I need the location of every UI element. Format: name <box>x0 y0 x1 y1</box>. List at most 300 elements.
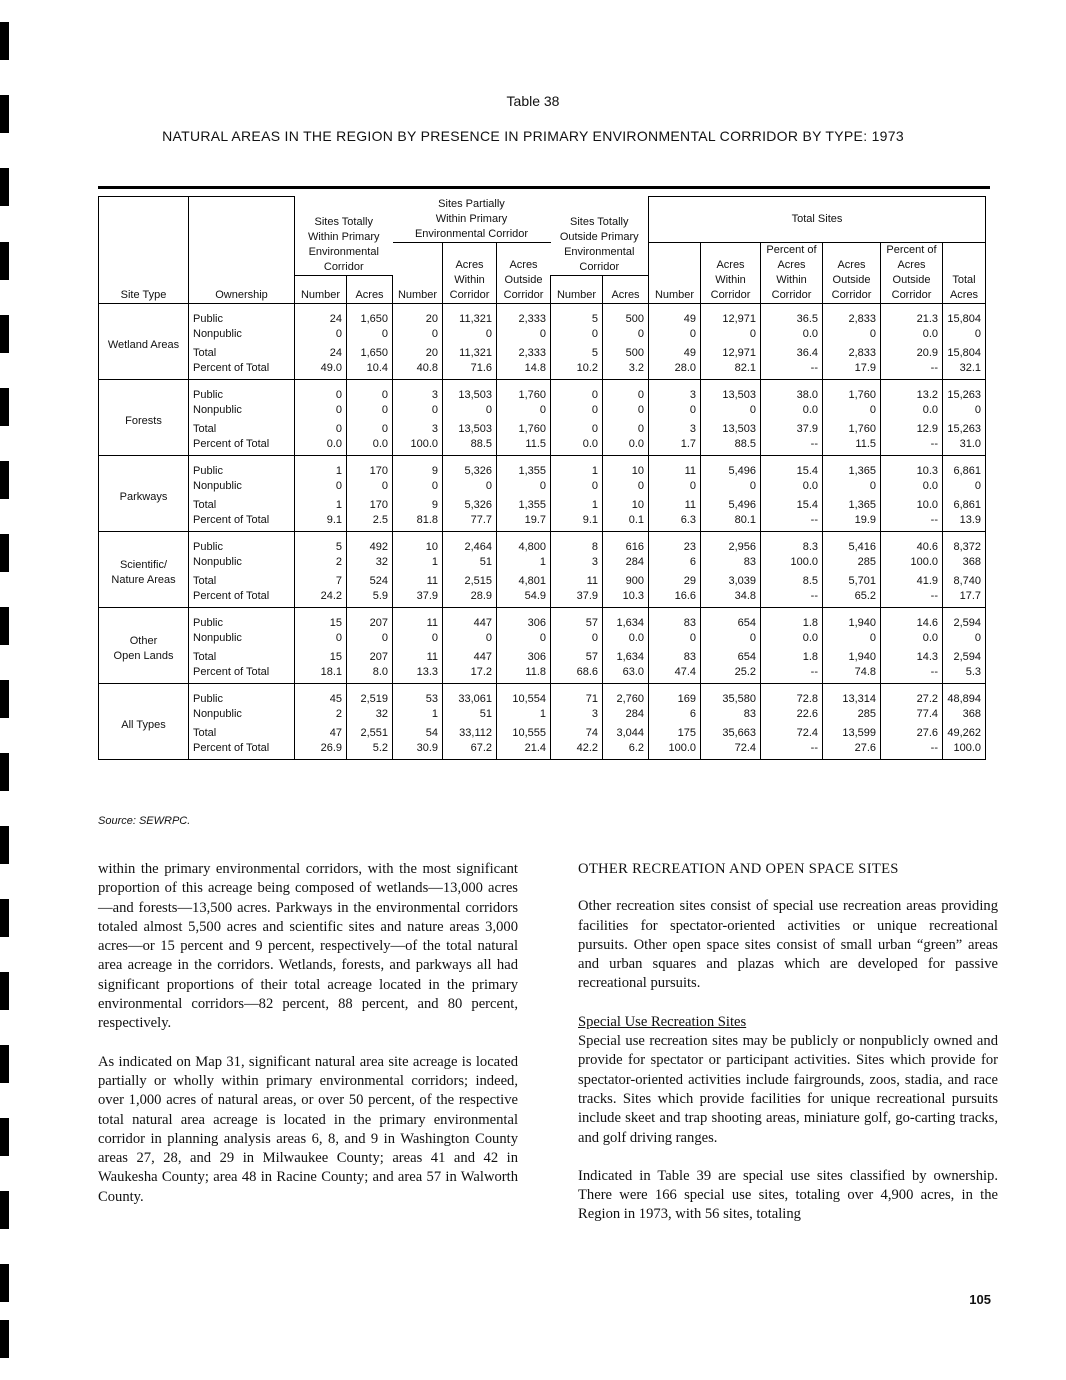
value-cell: 0 <box>943 479 986 494</box>
value-cell: 17.9 <box>823 361 881 380</box>
value-cell: 11 <box>393 607 443 631</box>
value-cell: 2,333 <box>497 342 551 361</box>
value-cell: 170 <box>347 455 393 479</box>
value-cell: 6 <box>649 555 701 570</box>
value-cell: 17.7 <box>943 589 986 608</box>
value-cell: 3,039 <box>701 570 761 589</box>
table-heading: NATURAL AREAS IN THE REGION BY PRESENCE IN PRIMARY ENVIRONMENTAL CORRIDOR BY TYPE: 1973 <box>162 128 904 144</box>
value-cell: 284 <box>603 707 649 722</box>
value-cell: 0 <box>295 631 347 646</box>
value-cell: 1,365 <box>823 494 881 513</box>
value-cell: 2,333 <box>497 303 551 327</box>
value-cell: 169 <box>649 683 701 707</box>
table-row <box>99 570 986 589</box>
value-cell: 1.8 <box>761 646 823 665</box>
value-cell: 1 <box>497 707 551 722</box>
value-cell: 524 <box>347 570 393 589</box>
value-cell: -- <box>761 665 823 684</box>
value-cell: 5 <box>551 303 603 327</box>
value-cell: 3 <box>551 707 603 722</box>
value-cell: 53 <box>393 683 443 707</box>
value-cell: 5 <box>295 531 347 555</box>
value-cell: 1,634 <box>603 646 649 665</box>
site-type-cell: Scientific/ Nature Areas <box>99 531 189 607</box>
value-cell: 49 <box>649 342 701 361</box>
value-cell: -- <box>761 361 823 380</box>
value-cell: 0 <box>443 479 497 494</box>
value-cell: 12,971 <box>701 342 761 361</box>
value-cell: 0 <box>649 479 701 494</box>
value-cell: 49.0 <box>295 361 347 380</box>
value-cell: 4,801 <box>497 570 551 589</box>
table-row <box>99 513 986 532</box>
value-cell: 0 <box>551 327 603 342</box>
value-cell: 285 <box>823 555 881 570</box>
value-cell: 72.4 <box>761 722 823 741</box>
edge-mark <box>0 753 9 791</box>
site-type-cell: All Types <box>99 683 189 759</box>
value-cell: 31.0 <box>943 437 986 456</box>
edge-mark <box>0 1118 9 1156</box>
value-cell: 0.0 <box>881 327 943 342</box>
value-cell: 306 <box>497 646 551 665</box>
value-cell: 10,554 <box>497 683 551 707</box>
subsection-heading: Special Use Recreation Sites <box>578 1013 747 1030</box>
ownership-cell: Total <box>189 342 295 361</box>
value-cell: 24 <box>295 342 347 361</box>
value-cell: 447 <box>443 607 497 631</box>
value-cell: 0 <box>443 631 497 646</box>
table-row <box>99 342 986 361</box>
value-cell: 2,956 <box>701 531 761 555</box>
value-cell: 5.2 <box>347 741 393 760</box>
value-cell: 47 <box>295 722 347 741</box>
edge-mark <box>0 1045 9 1083</box>
value-cell: 15.4 <box>761 494 823 513</box>
value-cell: 0 <box>943 327 986 342</box>
value-cell: 11 <box>649 455 701 479</box>
value-cell: 5.3 <box>943 665 986 684</box>
table-top-rule <box>98 186 990 189</box>
value-cell: 1 <box>295 494 347 513</box>
table-row <box>99 683 986 707</box>
value-cell: 0 <box>551 631 603 646</box>
value-cell: 71 <box>551 683 603 707</box>
value-cell: 1,634 <box>603 607 649 631</box>
value-cell: 0 <box>823 327 881 342</box>
value-cell: 0 <box>603 379 649 403</box>
value-cell: 0.0 <box>761 479 823 494</box>
value-cell: 1 <box>551 494 603 513</box>
value-cell: 0 <box>347 379 393 403</box>
value-cell: 100.0 <box>393 437 443 456</box>
value-cell: 2,464 <box>443 531 497 555</box>
ownership-cell: Public <box>189 455 295 479</box>
value-cell: 0 <box>649 327 701 342</box>
table-row <box>99 418 986 437</box>
value-cell: 3 <box>551 555 603 570</box>
value-cell: 15,263 <box>943 418 986 437</box>
value-cell: 0 <box>943 403 986 418</box>
value-cell: 0 <box>393 631 443 646</box>
value-cell: 11.8 <box>497 665 551 684</box>
value-cell: 36.5 <box>761 303 823 327</box>
value-cell: 0 <box>701 479 761 494</box>
value-cell: 11,321 <box>443 303 497 327</box>
table-row <box>99 303 986 327</box>
value-cell: 3 <box>393 418 443 437</box>
value-cell: 1,760 <box>497 379 551 403</box>
value-cell: 36.4 <box>761 342 823 361</box>
body-paragraph: Indicated in Table 39 are special use sites classified by ownership. There were 166 special use sites, totaling over 4,900 acres, in the Region in 1973, with 56 sites, totaling <box>578 1167 998 1223</box>
value-cell: 285 <box>823 707 881 722</box>
value-cell: 32 <box>347 555 393 570</box>
value-cell: 8.0 <box>347 665 393 684</box>
value-cell: 0 <box>603 479 649 494</box>
value-cell: 63.0 <box>603 665 649 684</box>
value-cell: 8,372 <box>943 531 986 555</box>
value-cell: 4,800 <box>497 531 551 555</box>
section-heading: OTHER RECREATION AND OPEN SPACE SITES <box>578 861 899 877</box>
ownership-cell: Total <box>189 722 295 741</box>
value-cell: 1 <box>295 455 347 479</box>
value-cell: 0.0 <box>881 631 943 646</box>
edge-mark <box>0 826 9 864</box>
edge-mark <box>0 680 9 718</box>
value-cell: 100.0 <box>881 555 943 570</box>
value-cell: 207 <box>347 646 393 665</box>
value-cell: 654 <box>701 607 761 631</box>
ownership-cell: Nonpublic <box>189 707 295 722</box>
value-cell: 1 <box>393 555 443 570</box>
ownership-cell: Nonpublic <box>189 555 295 570</box>
table-row <box>99 327 986 342</box>
value-cell: 654 <box>701 646 761 665</box>
natural-areas-table <box>98 196 986 760</box>
value-cell: 81.8 <box>393 513 443 532</box>
value-cell: 15 <box>295 607 347 631</box>
header-site-type: Site Type <box>99 197 189 304</box>
value-cell: 14.3 <box>881 646 943 665</box>
value-cell: 0 <box>551 379 603 403</box>
value-cell: 100.0 <box>761 555 823 570</box>
value-cell: 0 <box>443 403 497 418</box>
value-cell: 5,496 <box>701 494 761 513</box>
value-cell: 2,515 <box>443 570 497 589</box>
site-type-cell: Forests <box>99 379 189 455</box>
value-cell: 1.8 <box>761 607 823 631</box>
value-cell: 0 <box>603 418 649 437</box>
edge-mark <box>0 388 9 426</box>
value-cell: 13.2 <box>881 379 943 403</box>
value-cell: 27.2 <box>881 683 943 707</box>
edge-mark <box>0 1320 9 1358</box>
right-column <box>578 860 998 1244</box>
value-cell: 1,650 <box>347 342 393 361</box>
table-row <box>99 665 986 684</box>
value-cell: 1,365 <box>823 455 881 479</box>
value-cell: 1,650 <box>347 303 393 327</box>
value-cell: 0 <box>823 631 881 646</box>
value-cell: 48,894 <box>943 683 986 707</box>
value-cell: 5 <box>551 342 603 361</box>
header-partial-number: Number <box>393 242 443 303</box>
value-cell: 83 <box>649 607 701 631</box>
value-cell: 5,326 <box>443 494 497 513</box>
value-cell: 72.8 <box>761 683 823 707</box>
value-cell: 7 <box>295 570 347 589</box>
value-cell: 1,355 <box>497 455 551 479</box>
value-cell: 74 <box>551 722 603 741</box>
value-cell: 22.6 <box>761 707 823 722</box>
value-cell: 0 <box>347 327 393 342</box>
value-cell: 6,861 <box>943 494 986 513</box>
header-total-acres-within: Acres Within Corridor <box>701 242 761 303</box>
value-cell: 368 <box>943 707 986 722</box>
value-cell: 30.9 <box>393 741 443 760</box>
table-row <box>99 531 986 555</box>
value-cell: -- <box>881 361 943 380</box>
ownership-cell: Percent of Total <box>189 361 295 380</box>
value-cell: 12.9 <box>881 418 943 437</box>
value-cell: 0.0 <box>347 437 393 456</box>
value-cell: 5,496 <box>701 455 761 479</box>
value-cell: 0 <box>551 479 603 494</box>
value-cell: 28.0 <box>649 361 701 380</box>
table-row <box>99 631 986 646</box>
value-cell: 2,519 <box>347 683 393 707</box>
value-cell: 20 <box>393 342 443 361</box>
value-cell: 9 <box>393 455 443 479</box>
value-cell: 6.2 <box>603 741 649 760</box>
table-row <box>99 455 986 479</box>
value-cell: 24.2 <box>295 589 347 608</box>
value-cell: 15,804 <box>943 342 986 361</box>
value-cell: 0 <box>347 418 393 437</box>
value-cell: 175 <box>649 722 701 741</box>
table-row <box>99 361 986 380</box>
ownership-cell: Percent of Total <box>189 665 295 684</box>
table-body <box>99 303 986 759</box>
table-title: Table 38 <box>506 93 560 109</box>
table-row <box>99 741 986 760</box>
header-partial-acres-within: Acres Within Corridor <box>443 242 497 303</box>
value-cell: 83 <box>649 646 701 665</box>
value-cell: 11.5 <box>823 437 881 456</box>
value-cell: 11 <box>649 494 701 513</box>
value-cell: 0.0 <box>603 631 649 646</box>
ownership-cell: Percent of Total <box>189 513 295 532</box>
value-cell: 37.9 <box>551 589 603 608</box>
value-cell: 1 <box>393 707 443 722</box>
value-cell: 74.8 <box>823 665 881 684</box>
table-row <box>99 707 986 722</box>
value-cell: 10 <box>603 455 649 479</box>
body-paragraph: As indicated on Map 31, significant natural area site acreage is located partially or wholly within primary environmental corridors; indeed, over 1,000 acres of natural areas, or over 50 percent, of the respective total natural area acreage is located in the primary environmental corridor in planning analysis areas 6, 8, and 9 in Washington County areas 27, 28, and 29 in Milwaukee County; areas 41 and 42 in Waukesha County; area 48 in Racine County; and area 57 in Walworth County. <box>98 1053 518 1205</box>
header-within-number: Number <box>295 276 347 303</box>
table-row <box>99 555 986 570</box>
value-cell: 0 <box>295 327 347 342</box>
value-cell: 5,416 <box>823 531 881 555</box>
value-cell: 0 <box>649 631 701 646</box>
header-percent-acres-within: Percent of Acres Within Corridor <box>761 242 823 303</box>
value-cell: 51 <box>443 707 497 722</box>
value-cell: 3,044 <box>603 722 649 741</box>
value-cell: 13,599 <box>823 722 881 741</box>
value-cell: 13,503 <box>701 379 761 403</box>
header-partial-acres-outside: Acres Outside Corridor <box>497 242 551 303</box>
edge-mark <box>0 461 9 499</box>
table-row <box>99 479 986 494</box>
value-cell: 9.1 <box>295 513 347 532</box>
header-total-sites: Total Sites <box>649 197 986 243</box>
value-cell: 0 <box>551 403 603 418</box>
value-cell: 11,321 <box>443 342 497 361</box>
value-cell: 47.4 <box>649 665 701 684</box>
value-cell: 13.3 <box>393 665 443 684</box>
value-cell: 0.0 <box>761 631 823 646</box>
value-cell: 82.1 <box>701 361 761 380</box>
ownership-cell: Nonpublic <box>189 479 295 494</box>
ownership-cell: Public <box>189 683 295 707</box>
header-outside-number: Number <box>551 276 603 303</box>
ownership-cell: Percent of Total <box>189 741 295 760</box>
value-cell: 1,355 <box>497 494 551 513</box>
header-total-acres-outside: Acres Outside Corridor <box>823 242 881 303</box>
ownership-cell: Percent of Total <box>189 589 295 608</box>
value-cell: 40.6 <box>881 531 943 555</box>
edge-mark <box>0 899 9 937</box>
header-total-number: Number <box>649 242 701 303</box>
edge-mark <box>0 168 9 206</box>
value-cell: 284 <box>603 555 649 570</box>
edge-mark <box>0 22 9 60</box>
value-cell: 49 <box>649 303 701 327</box>
value-cell: 15.4 <box>761 455 823 479</box>
edge-mark <box>0 315 9 353</box>
left-column <box>98 860 518 1226</box>
value-cell: 83 <box>701 707 761 722</box>
value-cell: 2,594 <box>943 646 986 665</box>
value-cell: 29 <box>649 570 701 589</box>
value-cell: 3.2 <box>603 361 649 380</box>
value-cell: -- <box>761 589 823 608</box>
value-cell: 68.6 <box>551 665 603 684</box>
value-cell: 6 <box>649 707 701 722</box>
table-row <box>99 722 986 741</box>
value-cell: 51 <box>443 555 497 570</box>
value-cell: 25.2 <box>701 665 761 684</box>
edge-mark <box>0 1191 9 1229</box>
value-cell: 54 <box>393 722 443 741</box>
value-cell: 2 <box>295 707 347 722</box>
value-cell: -- <box>881 437 943 456</box>
value-cell: 0.0 <box>761 403 823 418</box>
value-cell: 18.1 <box>295 665 347 684</box>
value-cell: 0 <box>649 403 701 418</box>
value-cell: 16.6 <box>649 589 701 608</box>
value-cell: 10 <box>603 494 649 513</box>
value-cell: 14.6 <box>881 607 943 631</box>
ownership-cell: Public <box>189 379 295 403</box>
value-cell: 1 <box>497 555 551 570</box>
value-cell: 0 <box>497 403 551 418</box>
value-cell: 8 <box>551 531 603 555</box>
value-cell: 45 <box>295 683 347 707</box>
value-cell: 10.2 <box>551 361 603 380</box>
header-outside-acres: Acres <box>603 276 649 303</box>
value-cell: 616 <box>603 531 649 555</box>
value-cell: -- <box>881 513 943 532</box>
edge-mark <box>0 972 9 1010</box>
value-cell: 13,503 <box>443 379 497 403</box>
ownership-cell: Public <box>189 531 295 555</box>
value-cell: 3 <box>649 379 701 403</box>
value-cell: 100.0 <box>943 741 986 760</box>
value-cell: 0.1 <box>603 513 649 532</box>
value-cell: 19.9 <box>823 513 881 532</box>
value-cell: 10.0 <box>881 494 943 513</box>
edge-mark <box>0 534 9 572</box>
value-cell: 0.0 <box>551 437 603 456</box>
value-cell: 0 <box>551 418 603 437</box>
ownership-cell: Percent of Total <box>189 437 295 456</box>
table-row <box>99 437 986 456</box>
ownership-cell: Total <box>189 570 295 589</box>
body-paragraph: Special use recreation sites may be publicly or nonpublicly owned and provide for spectator or participant activities. Sites which provide for spectator-oriented activities include fairgrounds, zoos, stadia, and race tracks. Sites which provide facilities for unique recreational pursuits include skeet and trap shooting areas, miniature golf, go-carting tracks, and golf driving ranges. <box>578 1033 998 1146</box>
value-cell: 0.0 <box>603 437 649 456</box>
value-cell: -- <box>761 741 823 760</box>
value-cell: -- <box>761 437 823 456</box>
value-cell: 100.0 <box>649 741 701 760</box>
value-cell: 83 <box>701 555 761 570</box>
value-cell: 2 <box>295 555 347 570</box>
value-cell: 0 <box>443 327 497 342</box>
value-cell: 0 <box>497 327 551 342</box>
value-cell: 8.5 <box>761 570 823 589</box>
value-cell: 368 <box>943 555 986 570</box>
value-cell: 0 <box>295 418 347 437</box>
value-cell: 20 <box>393 303 443 327</box>
value-cell: 1,940 <box>823 646 881 665</box>
source-note: Source: SEWRPC. <box>98 815 191 827</box>
value-cell: 57 <box>551 646 603 665</box>
value-cell: 0 <box>295 379 347 403</box>
value-cell: 10.3 <box>881 455 943 479</box>
ownership-cell: Nonpublic <box>189 403 295 418</box>
value-cell: 26.9 <box>295 741 347 760</box>
value-cell: 6.3 <box>649 513 701 532</box>
value-cell: 33,061 <box>443 683 497 707</box>
value-cell: 67.2 <box>443 741 497 760</box>
value-cell: 1,940 <box>823 607 881 631</box>
value-cell: 1.7 <box>649 437 701 456</box>
header-percent-acres-outside: Percent of Acres Outside Corridor <box>881 242 943 303</box>
value-cell: 10,555 <box>497 722 551 741</box>
ownership-cell: Total <box>189 646 295 665</box>
value-cell: 9.1 <box>551 513 603 532</box>
site-type-cell: Other Open Lands <box>99 607 189 683</box>
value-cell: 492 <box>347 531 393 555</box>
value-cell: 21.4 <box>497 741 551 760</box>
value-cell: 54.9 <box>497 589 551 608</box>
value-cell: 37.9 <box>393 589 443 608</box>
value-cell: 0 <box>823 403 881 418</box>
ownership-cell: Total <box>189 418 295 437</box>
value-cell: 2,594 <box>943 607 986 631</box>
value-cell: 0 <box>701 403 761 418</box>
edge-mark <box>0 1264 9 1302</box>
